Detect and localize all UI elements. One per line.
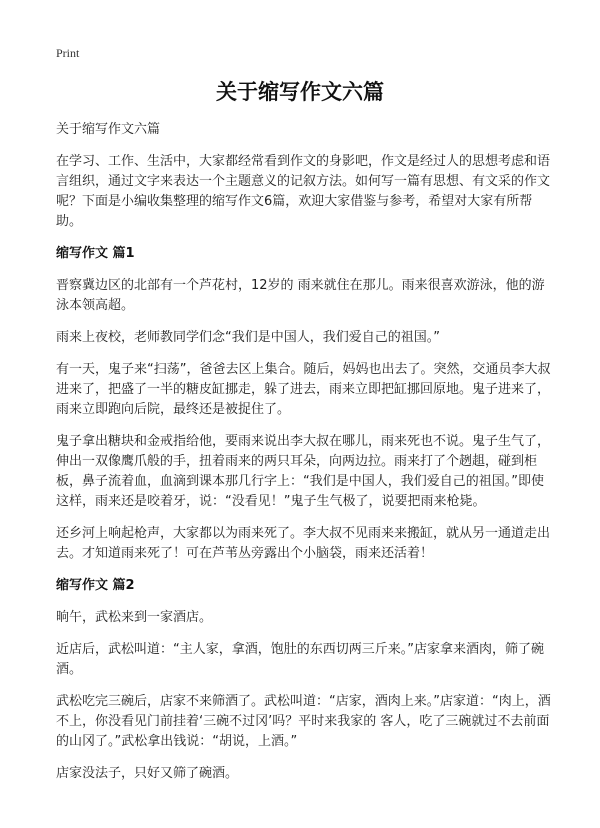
section-paragraph: 近店后，武松叫道：“主人家，拿酒，饱肚的东西切两三斤来。”店家拿来酒肉，筛了碗酒。 <box>56 642 544 677</box>
section-paragraph: 晌午，武松来到一家酒店。 <box>56 610 213 625</box>
section-paragraph: 武松吃完三碗后，店家不来筛酒了。武松叫道：“店家，酒肉上来。”店家道：“肉上，酒不上，你没看见门前挂着‘三碗不过冈’吗？平时来我家的 客人，吃了三碗就过不去前面的山冈了。”武松拿出钱说：“胡说，上酒。” <box>56 694 551 749</box>
section-paragraph: 店家没法子，只好又筛了碗酒。 <box>56 766 239 781</box>
page-title: 关于缩写作文六篇 <box>216 80 384 104</box>
print-link[interactable]: Print <box>56 46 80 60</box>
sections-container <box>56 244 556 784</box>
section-paragraph: 有一天，鬼子来“扫荡”，爸爸去区上集合。随后，妈妈也出去了。突然，交通员李大叔进来了，把盛了一半的糖皮缸挪走，躲了进去，雨来立即把缸挪回原地。鬼子进来了，雨来立即跑向后院，最终还是被捉住了。 <box>56 362 551 417</box>
section-paragraph: 晋察冀边区的北部有一个芦花村，12岁的 雨来就住在那儿。雨来很喜欢游泳，他的游泳本领高超。 <box>56 278 545 313</box>
section-paragraph: 还乡河上响起枪声，大家都以为雨来死了。李大叔不见雨来来搬缸，就从另一通道走出去。才知道雨来死了！可在芦苇丛旁露出个小脑袋，雨来还活着！ <box>56 526 551 561</box>
section-heading: 缩写作文 篇2 <box>56 578 135 593</box>
intro-paragraph: 在学习、工作、生活中，大家都经常看到作文的身影吧，作文是经过人的思想考虑和语言组织，通过文字来表达一个主题意义的记叙方法。如何写一篇有思想、有文采的作文呢？下面是小编收集整理的缩写作文6篇，欢迎大家借鉴与参考，希望对大家有所帮助。 <box>56 154 551 229</box>
article-content <box>56 120 556 796</box>
section-1 <box>56 244 556 564</box>
section-2 <box>56 576 556 784</box>
section-paragraph: 鬼子拿出糖块和金戒指给他，要雨来说出李大叔在哪儿，雨来死也不说。鬼子生气了，伸出一双像鹰爪般的手，扭着雨来的两只耳朵，向两边拉。雨来打了个趔趄，碰到柜板，鼻子流着血，血滴到课本那几行字上：“我们是中国人，我们爱自己的祖国。”即使这样，雨来还是咬着牙，说：“没看见！”鬼子生气极了，说要把雨来枪毙。 <box>56 434 551 509</box>
article-subtitle: 关于缩写作文六篇 <box>56 122 161 137</box>
section-heading: 缩写作文 篇1 <box>56 246 135 261</box>
section-paragraph: 雨来上夜校，老师教同学们念“我们是中国人，我们爱自己的祖国。” <box>56 330 440 345</box>
